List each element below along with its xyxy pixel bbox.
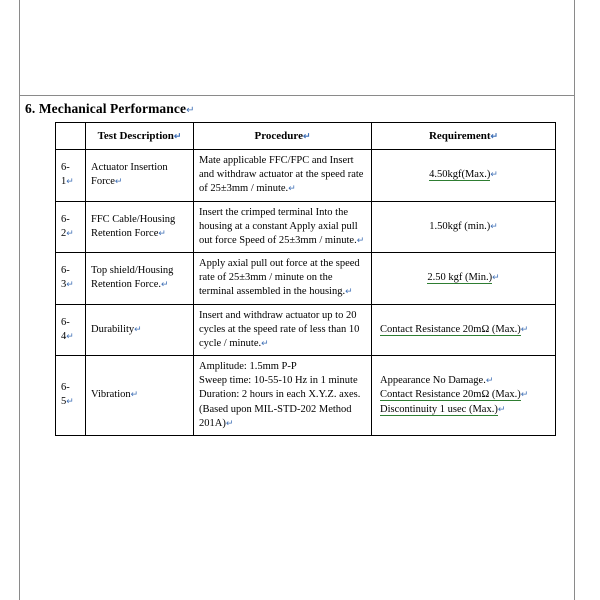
row-requirement: 1.50kgf (min.)↵: [372, 201, 556, 253]
row-description: Vibration↵: [86, 356, 194, 436]
row-procedure: Amplitude: 1.5mm P-P Sweep time: 10-55-10 Hz in 1 minute Duration: 2 hours in each X.Y.Z. axes. (Based upon MIL-STD-202 Method 201A)↵: [194, 356, 372, 436]
row-procedure: Insert the crimped terminal Into the housing at a constant Apply axial pull out force Speed of 25±3mm / minute.↵: [194, 201, 372, 253]
row-description: Top shield/Housing Retention Force.↵: [86, 253, 194, 305]
row-requirement: 4.50kgf(Max.)↵: [372, 150, 556, 202]
row-number: 6-5↵: [56, 356, 86, 436]
row-procedure: Mate applicable FFC/FPC and Insert and withdraw actuator at the speed rate of 25±3mm / minute.↵: [194, 150, 372, 202]
row-description: Durability↵: [86, 304, 194, 356]
row-description: Actuator Insertion Force↵: [86, 150, 194, 202]
paragraph-mark: ↵: [186, 105, 195, 116]
table-header-row: [56, 123, 556, 150]
row-description: FFC Cable/Housing Retention Force↵: [86, 201, 194, 253]
header-requirement: Requirement↵: [372, 123, 556, 150]
row-number: 6-1↵: [56, 150, 86, 202]
row-number: 6-4↵: [56, 304, 86, 356]
table-row: [56, 253, 556, 305]
section-number: 6.: [25, 101, 36, 116]
section-heading: [19, 95, 575, 122]
row-procedure: Apply axial pull out force at the speed rate of 25±3mm / minute on the terminal assembled in the housing.↵: [194, 253, 372, 305]
row-requirement: Appearance No Damage.↵ Contact Resistance 20mΩ (Max.)↵ Discontinuity 1 usec (Max.)↵: [372, 356, 556, 436]
table-row: [56, 304, 556, 356]
row-procedure: Insert and withdraw actuator up to 20 cycles at the speed rate of less than 10 cycle / minute.↵: [194, 304, 372, 356]
row-number: 6-2↵: [56, 201, 86, 253]
header-test-description: Test Description↵: [86, 123, 194, 150]
row-number: 6-3↵: [56, 253, 86, 305]
row-requirement: Contact Resistance 20mΩ (Max.)↵: [372, 304, 556, 356]
row-requirement: 2.50 kgf (Min.)↵: [372, 253, 556, 305]
header-no: [56, 123, 86, 150]
header-procedure: Procedure↵: [194, 123, 372, 150]
mechanical-performance-table: [55, 122, 556, 436]
table-row: [56, 356, 556, 436]
table-row: [56, 150, 556, 202]
table-row: [56, 201, 556, 253]
document-content: [19, 95, 575, 436]
section-title-text: Mechanical Performance: [38, 101, 187, 116]
